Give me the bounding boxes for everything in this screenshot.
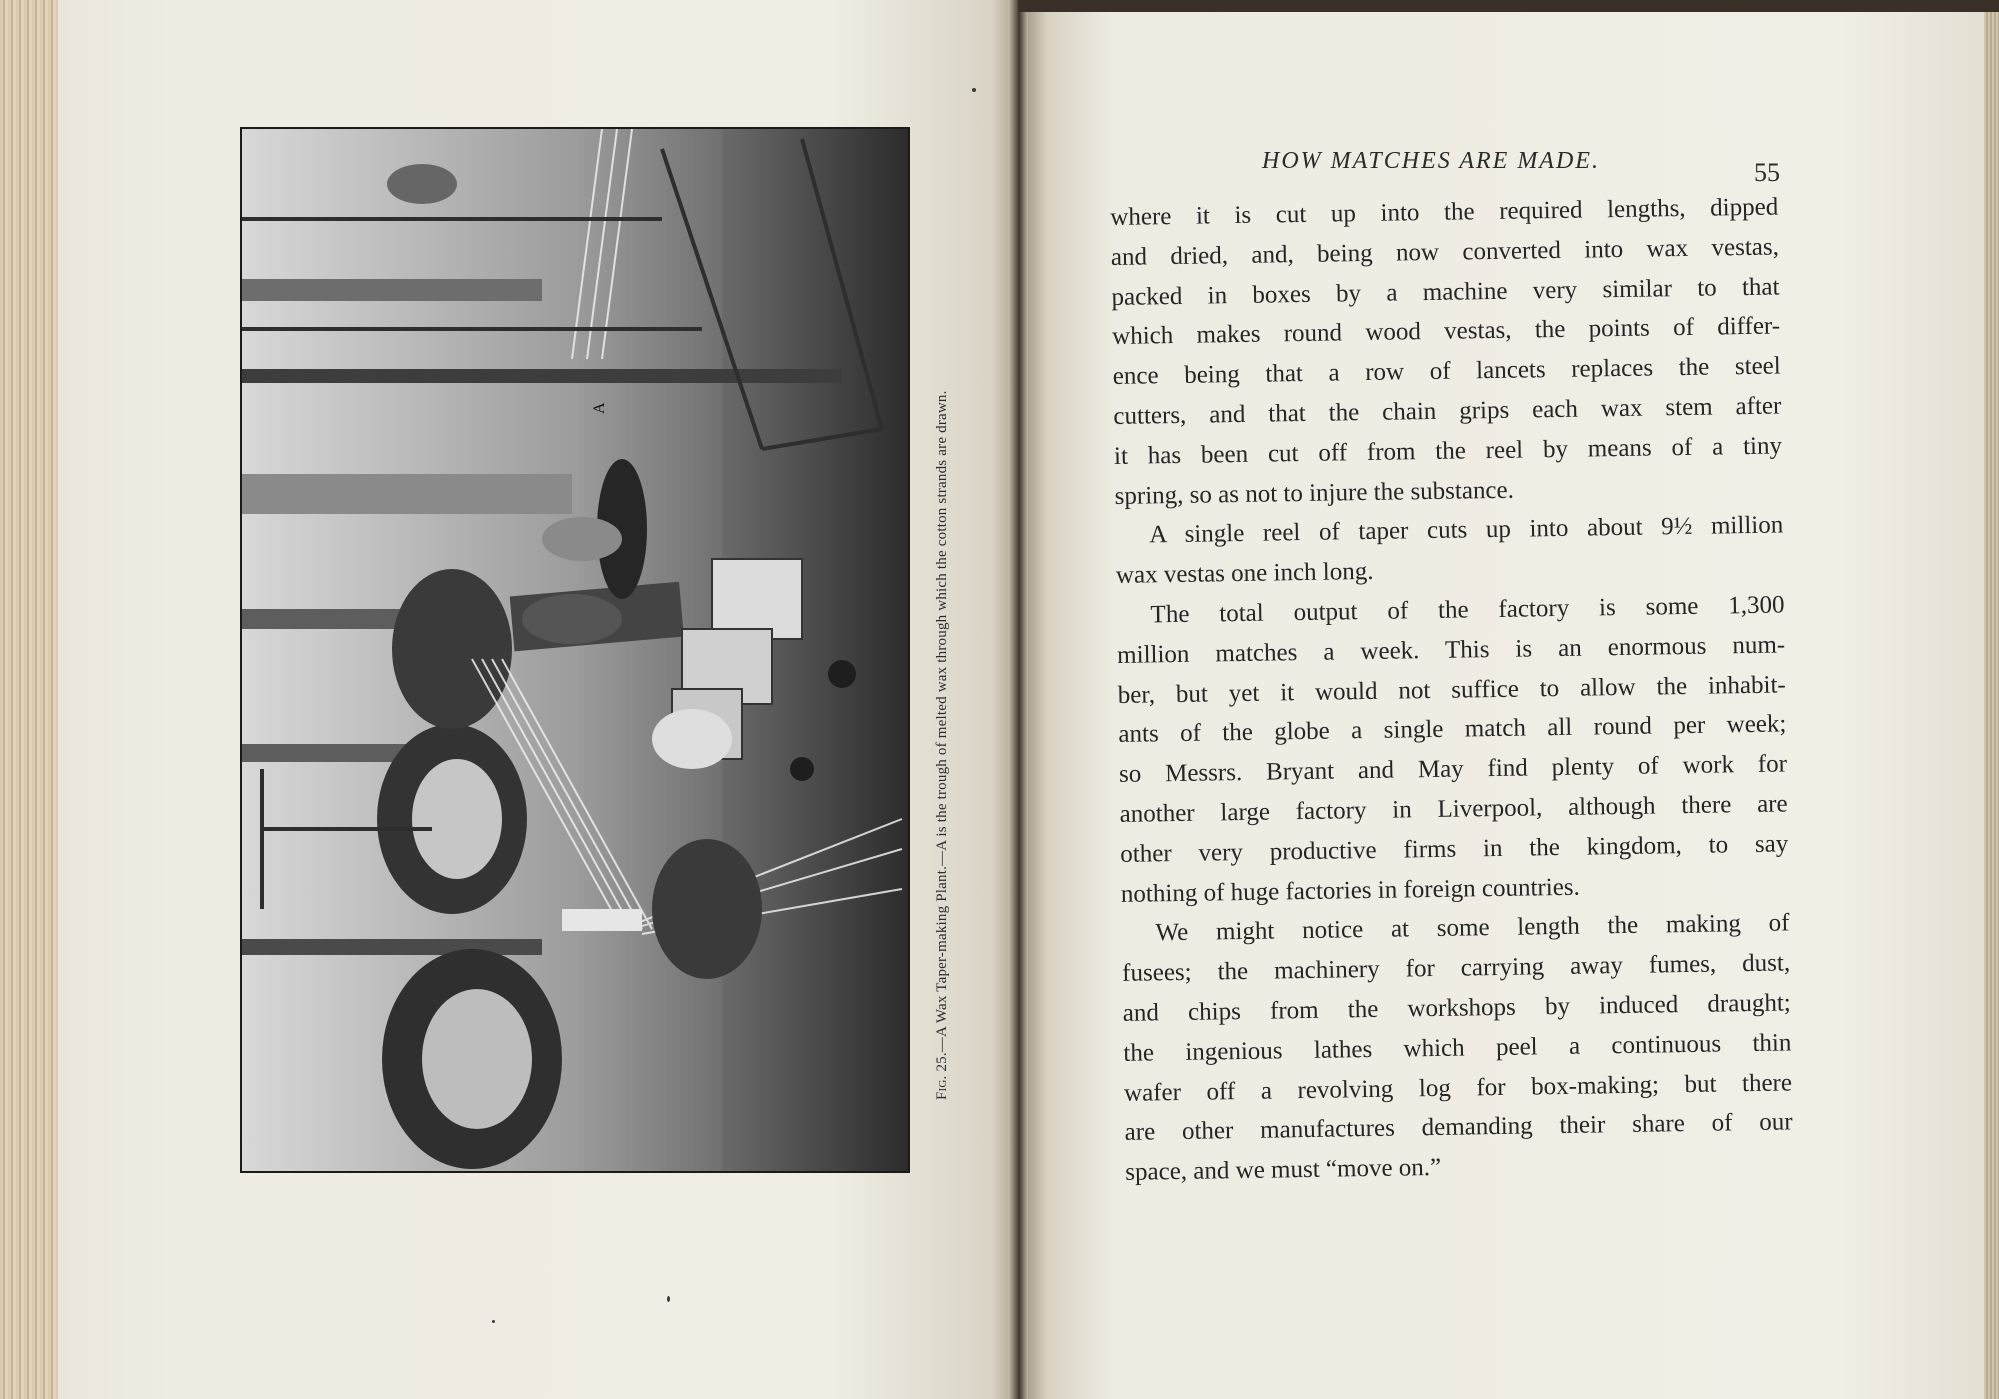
text-line: which makes round wood vestas, the points of differ- [1111,312,1781,351]
text-line: spring, so as not to injure the substance. [1114,476,1515,510]
page-body-text [1110,188,1794,1193]
text-line: wafer off a revolving log for box-making; but there [1123,1068,1793,1107]
text-line: fusees; the machinery for carrying away fumes, dust, [1121,949,1791,988]
page-number: 55 [1754,158,1780,187]
text-line: A single reel of taper cuts up into about 9½ million [1149,511,1784,549]
page-edges-left [0,0,60,1399]
page-speck [667,1296,670,1302]
text-line: wax vestas one inch long. [1115,558,1374,590]
page-speck [972,88,976,92]
text-line: and chips from the workshops by induced draught; [1122,989,1791,1027]
background-strip [1018,0,1999,12]
factory-photograph [240,127,910,1173]
text-line: cutters, and that the chain grips each wax stem after [1113,392,1782,430]
plate-marker-a: A [591,402,608,414]
page-edges-right [1984,0,1999,1399]
text-line: ants of the globe a single match all round per week; [1118,710,1787,749]
text-line: ber, but yet it would not suffice to allow the inhabit- [1117,671,1786,709]
text-line: where it is cut up into the required lengths, dipped [1110,193,1779,231]
text-line: it has been cut off from the reel by means of a tiny [1113,432,1783,470]
book-spine [1008,0,1028,1399]
text-line: ence being that a row of lancets replaces the steel [1112,352,1781,391]
figure-caption [934,390,951,1100]
figure-caption-text: —A Wax Taper-making Plant.—A is the trough of melted wax through which the cotton strands are drawn. [934,390,950,1053]
running-head: HOW MATCHES ARE MADE. [1262,148,1600,174]
text-line: other very productive firms in the kingdom, to say [1120,830,1789,868]
text-line: another large factory in Liverpool, although there are [1119,790,1788,828]
text-line: and dried, and, being now converted into wax vestas, [1110,233,1780,271]
text-line: the ingenious lathes which peel a continuous thin [1123,1029,1792,1067]
factory-photograph-drawing [242,129,908,1171]
text-line: million matches a week. This is an enormous num- [1116,631,1786,669]
text-line: We might notice at some length the making of [1155,909,1790,947]
text-line: The total output of the factory is some 1,300 [1150,591,1785,629]
text-line: are other manufactures demanding their share of our [1124,1108,1793,1147]
text-line: nothing of huge factories in foreign countries. [1120,873,1580,908]
figure-number: Fig. 25. [934,1052,950,1100]
text-line: packed in boxes by a machine very similar to that [1111,273,1780,311]
text-line: so Messrs. Bryant and May find plenty of work for [1118,750,1788,789]
page-speck [492,1320,495,1323]
text-line: space, and we must “move on.” [1125,1154,1442,1187]
